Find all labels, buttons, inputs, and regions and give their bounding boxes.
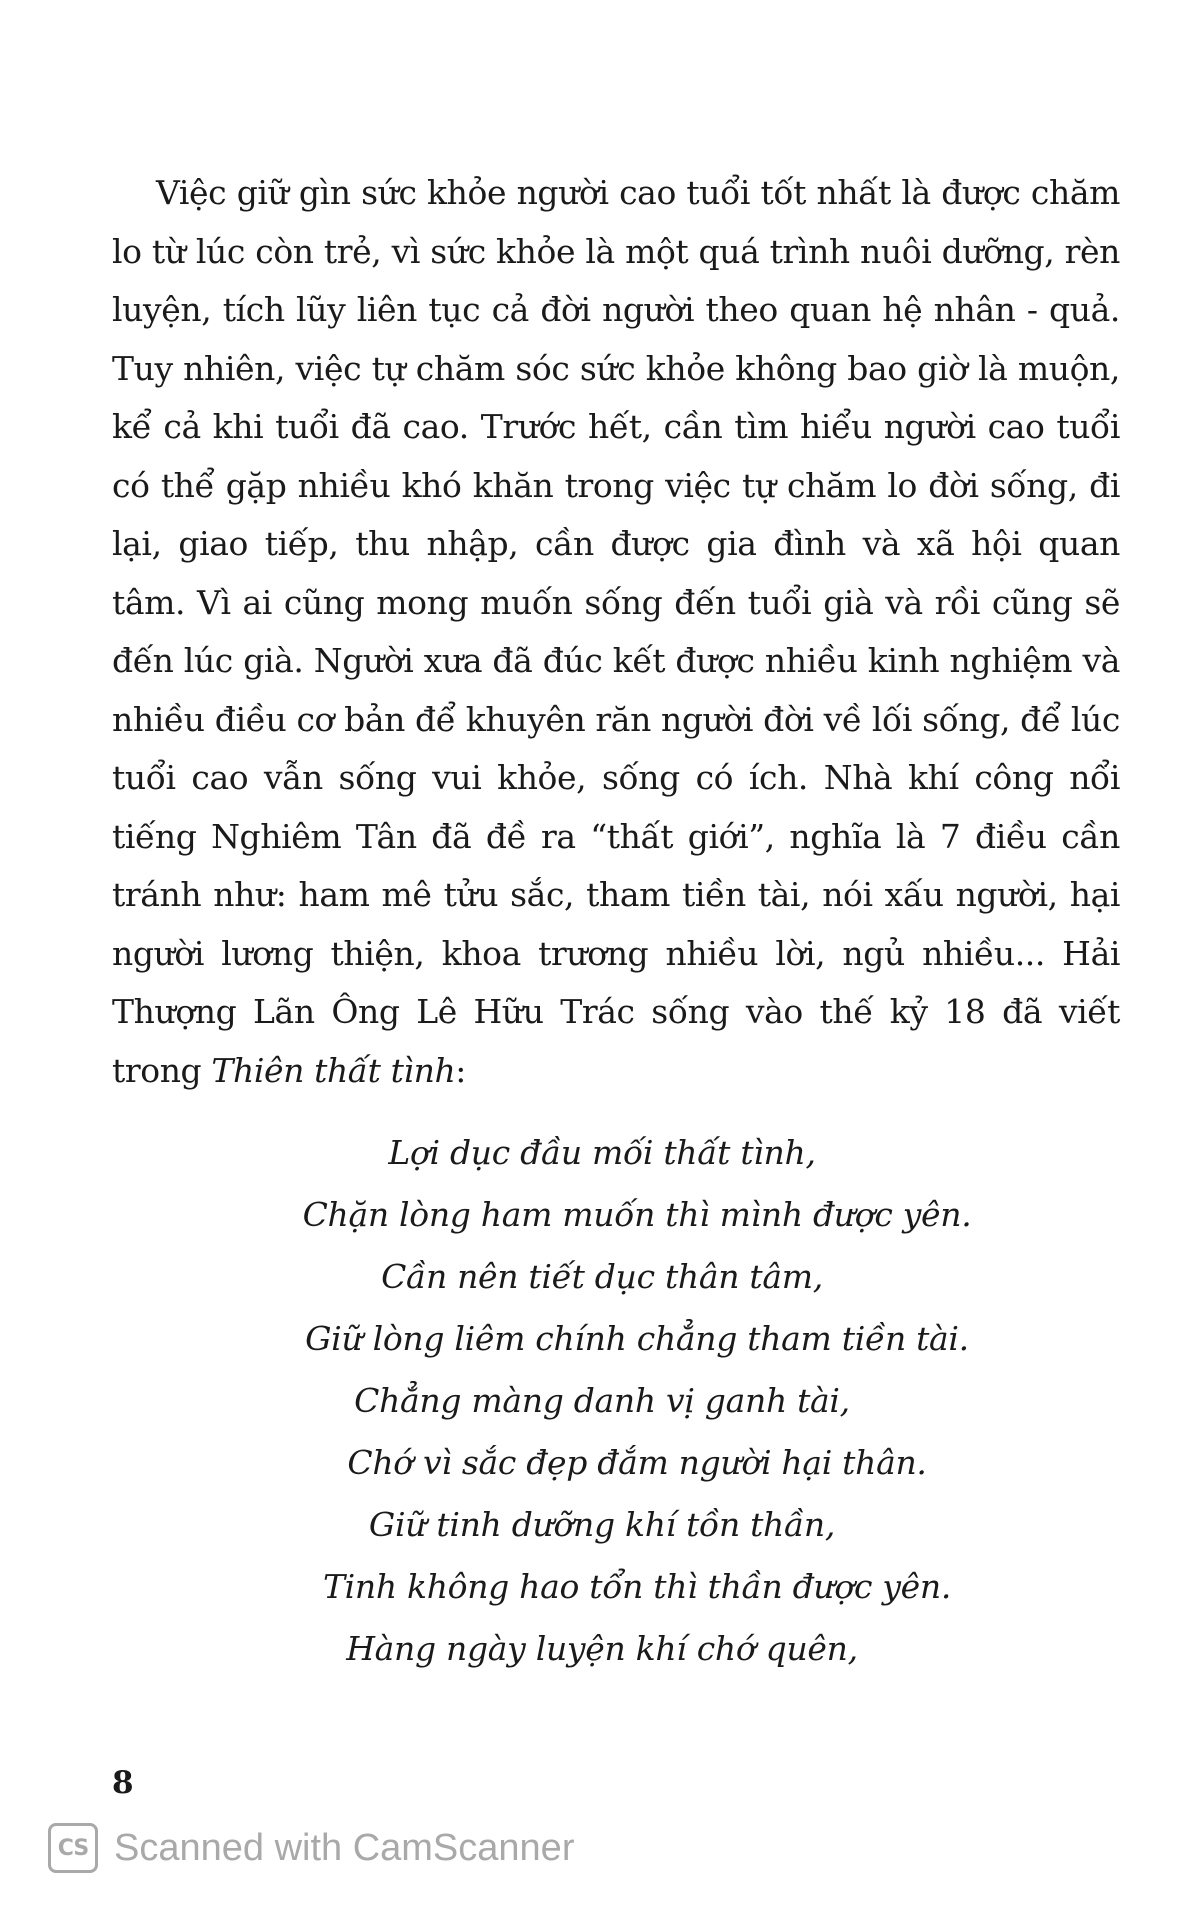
poem-line: Giữ lòng liêm chính chẳng tham tiền tài. [305, 1319, 969, 1358]
poem-line: Hàng ngày luyện khí chớ quên, [346, 1629, 858, 1668]
poem-line: Cần nên tiết dục thân tâm, [381, 1257, 823, 1296]
camscanner-logo-icon: CS [48, 1823, 98, 1873]
work-title-colon: : [455, 1050, 467, 1090]
page-number: 8 [112, 1765, 134, 1801]
poem-line: Tinh không hao tổn thì thần được yên. [322, 1567, 952, 1606]
paragraph-text: Việc giữ gìn sức khỏe người cao tuổi tốt nhất là được chăm lo từ lúc còn trẻ, vì sức khỏe là một quá trình nuôi dưỡng, rèn luyện, tích lũy liên tục cả đời người theo quan hệ nhân - quả. Tuy nhiên, việc tự chăm sóc sức khỏe không bao giờ là muộn, kể cả khi tuổi đã cao. Trước hết, cần tìm hiểu người cao tuổi có thể gặp nhiều khó khăn trong việc tự chăm lo đời sống, đi lại, giao tiếp, thu nhập, cần được gia đình và xã hội quan tâm. Vì ai cũng mong muốn sống đến tuổi già và rồi cũng sẽ đến lúc già. Người xưa đã đúc kết được nhiều kinh nghiệm và nhiều điều cơ bản để khuyên răn người đời về lối sống, để lúc tuổi cao vẫn sống vui khỏe, sống có ích. Nhà khí công nổi tiếng Nghiêm Tân đã đề ra “thất giới”, nghĩa là 7 điều cần tránh như: ham mê tửu sắc, tham tiền tài, nói xấu người, hại người lương thiện, khoa trương nhiều lời, ngủ nhiều... Hải Thượng Lãn Ông Lê Hữu Trác sống vào thế kỷ 18 đã viết trong [112, 173, 1120, 1090]
scanner-watermark [48, 1818, 574, 1878]
poem-line: Chớ vì sắc đẹp đắm người hại thân. [347, 1443, 927, 1482]
body-paragraph [112, 164, 1120, 1100]
watermark-text: Scanned with CamScanner [114, 1826, 575, 1869]
poem-line: Lợi dục đầu mối thất tình, [388, 1133, 816, 1172]
poem-line: Giữ tinh dưỡng khí tồn thần, [368, 1505, 836, 1544]
poem-line: Chặn lòng ham muốn thì mình được yên. [302, 1195, 972, 1234]
poem-verse [0, 1122, 1184, 1680]
work-title: Thiên thất tình [211, 1050, 456, 1090]
poem-line: Chẳng màng danh vị ganh tài, [354, 1381, 850, 1420]
